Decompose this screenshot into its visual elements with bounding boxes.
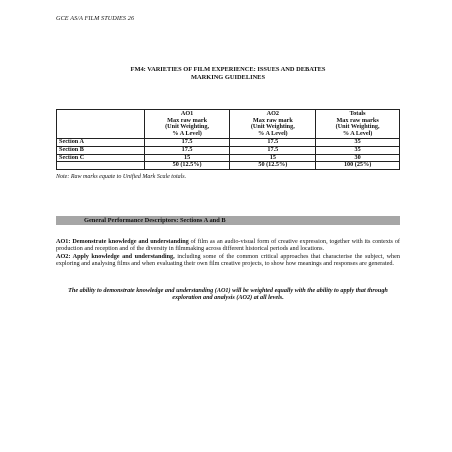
ao2-title: AO2: Apply knowledge and understanding, [56, 252, 175, 260]
ao1-cell: 15 [144, 154, 230, 162]
ao2-cell: 17.5 [230, 146, 316, 154]
ao2-descriptor [56, 253, 400, 268]
column-header-line: (Unit Weighting, [335, 123, 380, 131]
ao1-cell: 17.5 [144, 146, 230, 154]
total-cell: 30 [316, 154, 400, 162]
ao2-text: including some of the common critical approaches that characterise the subject, when exploring and analysing films and when evaluating their own film creative projects, to show how meanings and responses are generated. [56, 252, 400, 268]
running-header: GCE AS/A FILM STUDIES 26 [56, 15, 135, 22]
row-label: Section A [57, 139, 145, 147]
column-header-line: Max raw mark [252, 116, 293, 124]
total-cell: 35 [316, 146, 400, 154]
table-header-cell [230, 110, 316, 139]
row-label: Section B [57, 146, 145, 154]
table-header-cell [144, 110, 230, 139]
table-header-cell [57, 110, 145, 139]
page-title [56, 66, 400, 82]
ao2-cell: 50 (12.5%) [230, 162, 316, 170]
column-header-line: (Unit Weighting, [250, 123, 295, 131]
section-heading: General Performance Descriptors: Sections A and B [56, 216, 400, 225]
column-header-line: % A Level) [172, 129, 202, 137]
weighting-statement: The ability to demonstrate knowledge and understanding (AO1) will be weighted equally with the ability to apply that through exploration and analysis (AO2) at all levels. [68, 287, 388, 302]
column-header-line: % A Level) [342, 129, 373, 137]
row-label: Section C [57, 154, 145, 162]
ao1-text: of film as an audio-visual form of creative expression, together with its contexts of production and reception and of the diversity in filmmaking across different historical periods and locations. [56, 238, 400, 253]
table-header-cell [316, 110, 400, 139]
ao1-cell: 50 (12.5%) [144, 162, 230, 170]
table-row [57, 146, 400, 154]
page-title-line-2: MARKING GUIDELINES [190, 74, 266, 81]
column-header-line: AO1 [180, 110, 194, 117]
column-header-line: % A Level) [258, 129, 288, 137]
totals-row [57, 162, 400, 170]
column-header-line: Max raw marks [336, 116, 379, 124]
table-note: Note: Raw marks equate to Unified Mark Scale totals. [56, 174, 187, 180]
column-header-line: AO2 [266, 110, 280, 117]
column-header-line: Max raw mark [167, 116, 208, 124]
ao1-descriptor [56, 238, 400, 253]
marks-table [56, 109, 400, 170]
table-row [57, 139, 400, 147]
row-label [57, 162, 145, 170]
ao2-cell: 17.5 [230, 139, 316, 147]
ao2-cell: 15 [230, 154, 316, 162]
ao1-title: AO1: Demonstrate knowledge and understanding [56, 238, 189, 245]
column-header-line: Totals [349, 110, 366, 117]
total-cell: 100 (25%) [316, 162, 400, 170]
total-cell: 35 [316, 139, 400, 147]
performance-descriptors [56, 238, 400, 268]
column-header-line: (Unit Weighting, [165, 123, 210, 131]
page-title-line-1: FM4: VARIETIES OF FILM EXPERIENCE: ISSUES AND DEBATES [130, 66, 326, 73]
ao1-cell: 17.5 [144, 139, 230, 147]
table-header-row [57, 110, 400, 139]
